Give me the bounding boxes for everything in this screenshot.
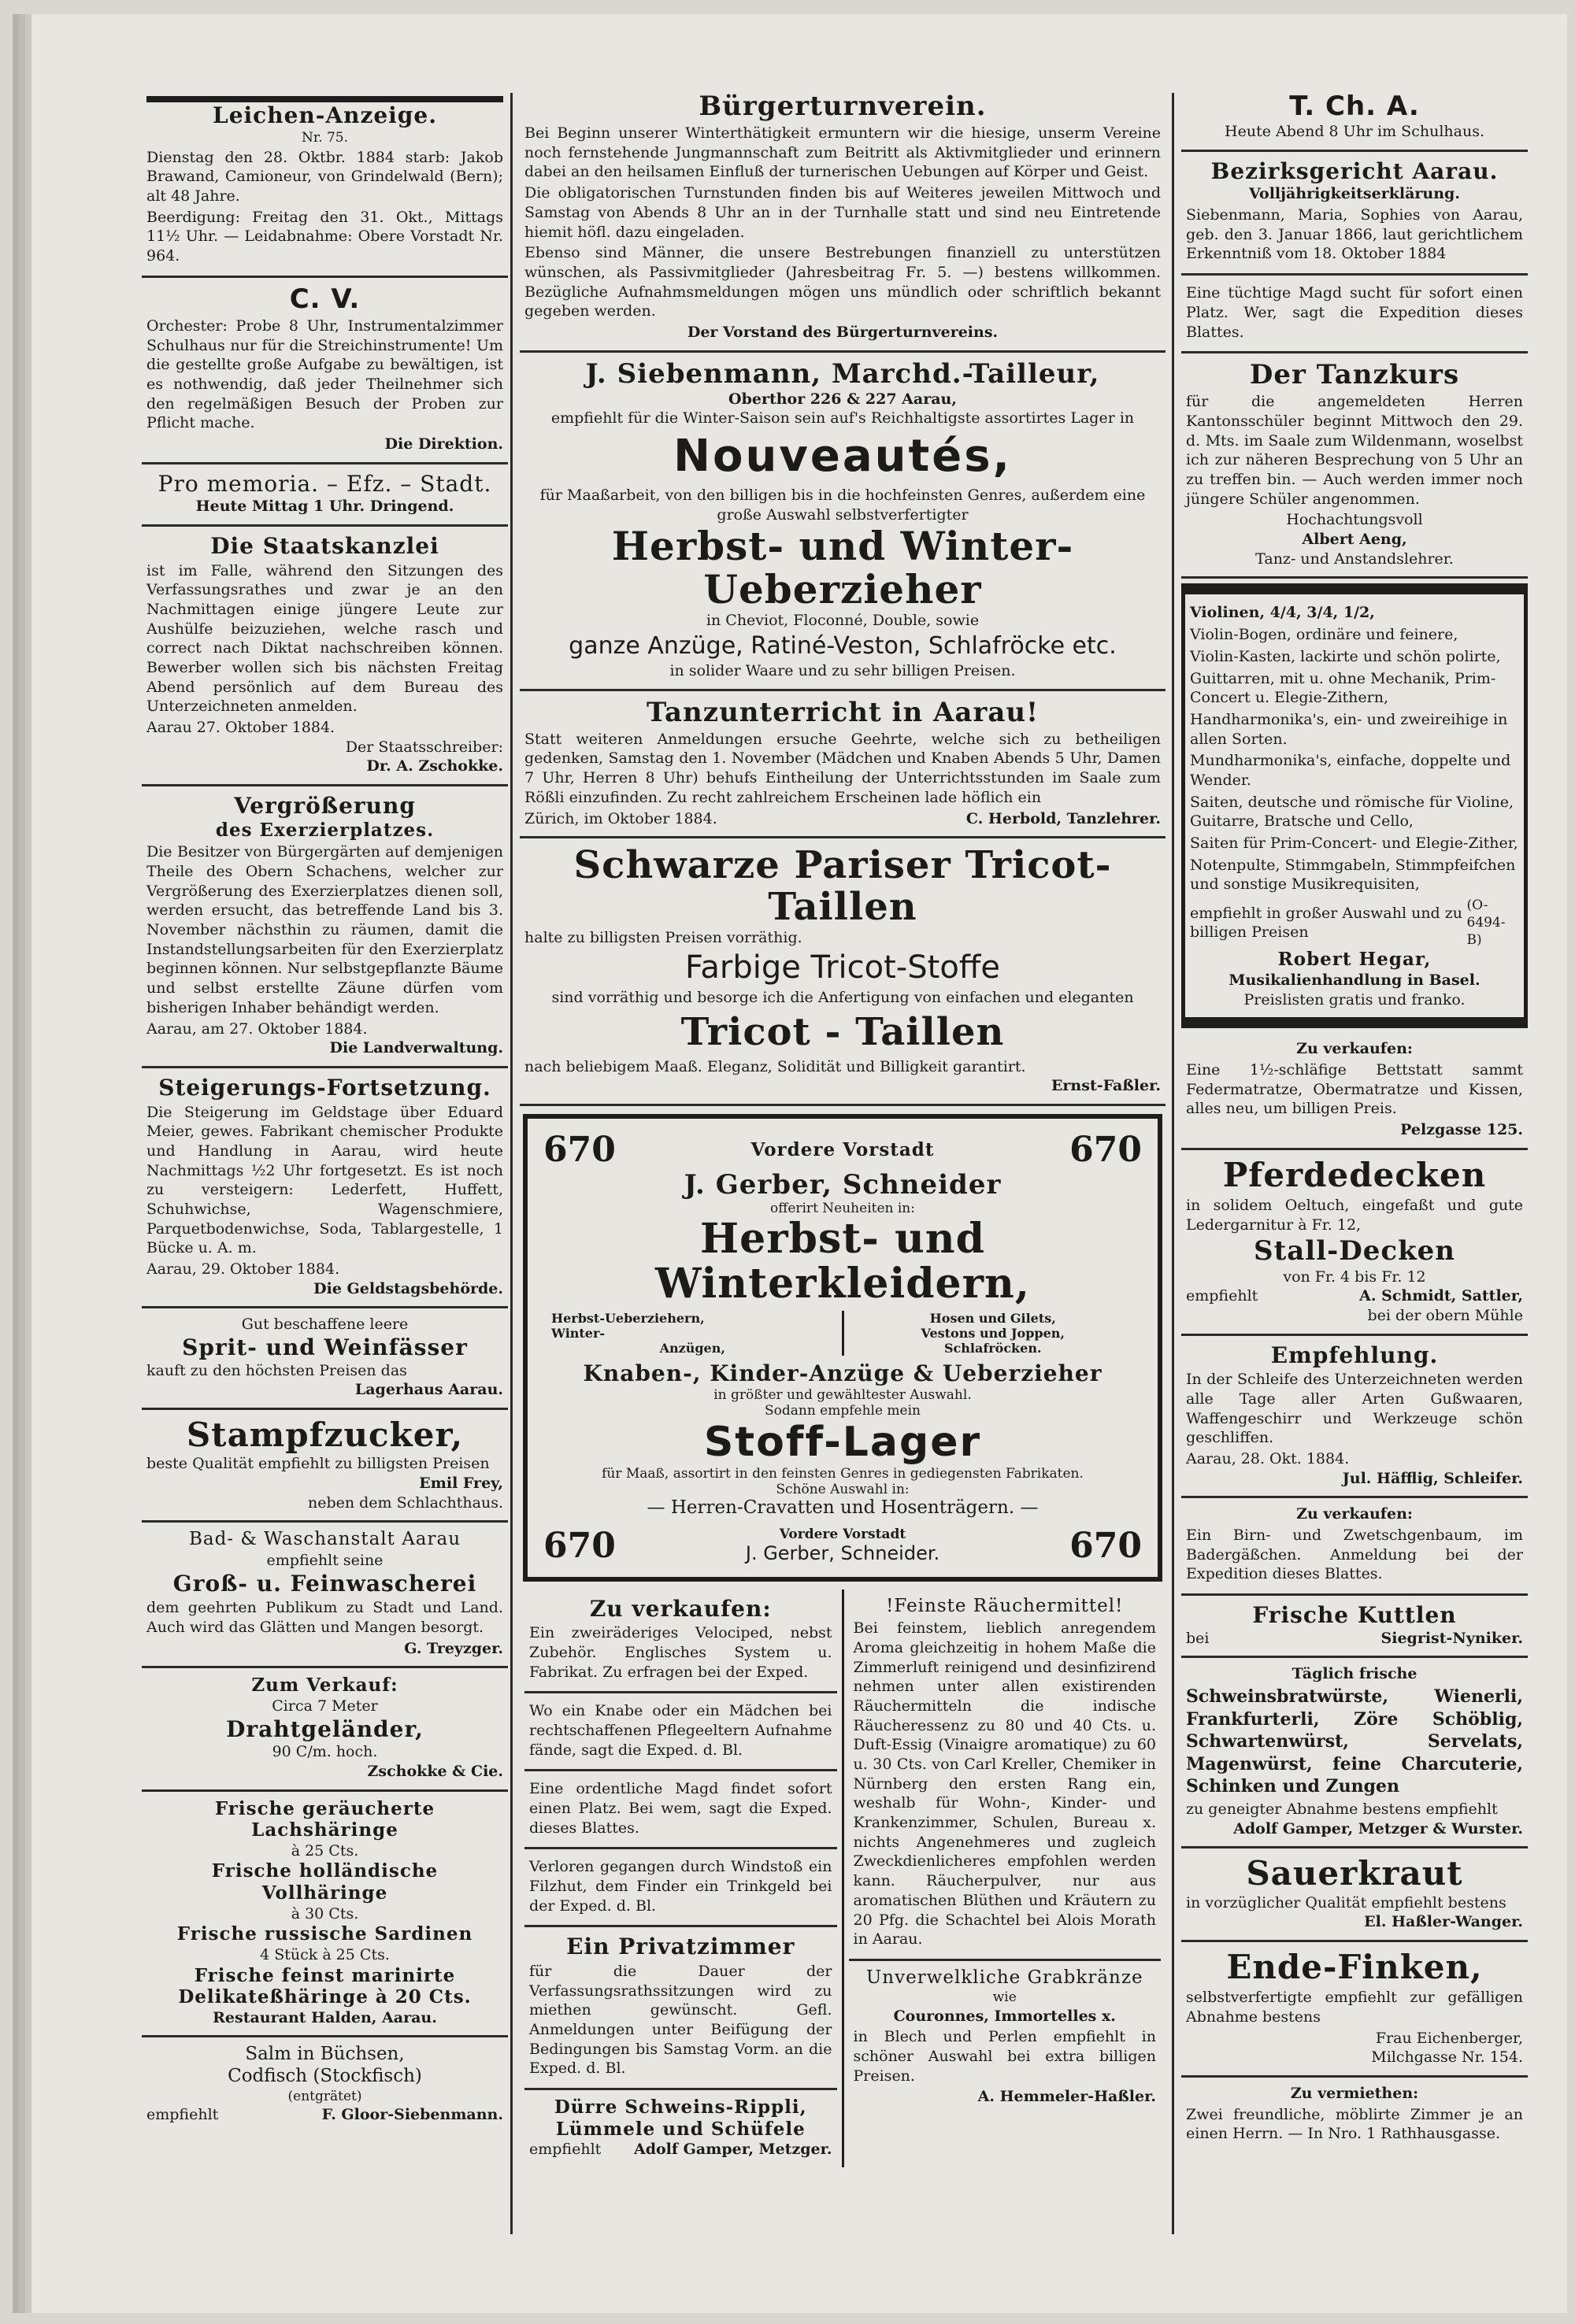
column-rule: [1172, 93, 1174, 2234]
ad-text: Die obligatorischen Turnstunden finden bis auf Weiteres jeweilen Mittwoch und Samstag von Abends 8 Uhr an in der Turnhalle statt und sind neu Eintretende hiemit höfl. dazu eingeladen.: [524, 184, 1161, 241]
ad-text: Sodann empfehle mein: [764, 1403, 921, 1419]
ad-text: selbstverfertigte empfiehlt zur gefälligen Abnahme bestens: [1186, 1989, 1523, 2026]
finken-ad: [1181, 1942, 1528, 2078]
ad-title: !Feinste Räuchermittel!: [886, 1595, 1124, 1616]
ad-detail: 90 C/m. hoch.: [272, 1743, 378, 1761]
ad-text: in solidem Oeltuch, eingefaßt und gute Ledergarnitur à Fr. 12,: [1186, 1197, 1523, 1234]
staatskanzlei-ad: [142, 527, 508, 786]
ad-title: Steigerungs-Fortsetzung.: [158, 1074, 491, 1101]
ad-signature: Die Direktion.: [384, 435, 503, 453]
ad-signature: Emil Frey,: [419, 1475, 503, 1493]
ad-subtitle: Groß- u. Feinwascherei: [172, 1570, 477, 1597]
music-item: Handharmonika's, ein- und zweireihige in allen Sorten.: [1190, 710, 1508, 748]
ad-text: ist im Falle, während den Sitzungen des Verfassungsrathes und zwar je an den Nachmittagen einige jüngere Leute zur Aushülfe beizuziehen, welche rasch und correct nach Diktat nachschreiben können. Bewerber wollen sich bis nächsten Freitag Abend persönlich auf dem Bureau des Unterzeichneten anmelden.: [146, 561, 503, 716]
ad-text: Schöne Auswahl in:: [776, 1482, 910, 1497]
pflegeeltern-ad: [524, 1693, 837, 1771]
tcha-ad: [1181, 85, 1528, 152]
ad-title: Der Tanzkurs: [1249, 359, 1460, 391]
filzhut-ad: [524, 1849, 837, 1927]
ad-signature: J. Gerber, Schneider.: [745, 1542, 940, 1565]
buergerturnverein-ad: [520, 85, 1166, 353]
tanzunterricht-ad: [520, 691, 1166, 839]
ad-text: in solider Waare und zu sehr billigen Preisen.: [669, 661, 1016, 679]
ad-role: Musikalienhandlung in Basel.: [1228, 971, 1480, 989]
fish-price: à 30 Cts.: [291, 1904, 359, 1922]
ad-items: Schweinsbratwürste, Wienerli, Frankfurterli, Zöre Schöblig, Schwartenwürst, Servelats, Magenwürst, feine Charcuterie, Schinken und Zungen: [1186, 1686, 1523, 1797]
ad-title: Zu verkaufen:: [1296, 1505, 1413, 1523]
ad-signature: Jul. Häfflig, Schleifer.: [1342, 1469, 1523, 1487]
ad-text: Die Steigerung im Geldstage über Eduard Meier, gewes. Fabrikant chemischer Produkte und Handlung in Aarau, wird heute Nachmittags ½2 Uhr fortgesetzt. Es ist noch zu versteigern: Lederfett, Huffett, Schuhwichse, Wagenschmiere, Parquetbodenwichse, Soda, Tablargestelle, 1 Bücke u. A. m.: [146, 1103, 503, 1257]
vergroesserung-ad: [142, 786, 508, 1068]
ad-text: Statt weiteren Anmeldungen ersuche Geehrte, welche sich zu betheiligen gedenken, Samstag den 1. November (Mädchen und Knaben Abends 5 Uhr, Damen 7 Uhr, Herren 8 Uhr) behufs Eintheilung der Unterrichtsstunden im Saale zum Rößli einzufinden. Zu recht zahlreichem Erscheinen lade höflich ein: [524, 730, 1161, 806]
bezirksgericht-ad: [1181, 152, 1528, 276]
ad-text: für die Dauer der Verfassungsrathssitzungen wird zu miethen gewünscht. Gefl. Anmeldungen unter Beifügung der Bedingungen bis Samstag Vorm. an die Exped. d. Bl.: [529, 1963, 832, 2078]
ad-item: Winter-: [551, 1326, 606, 1341]
ad-subtitle: Stall-Decken: [1254, 1235, 1455, 1267]
ad-text: halte zu billigsten Preisen vorräthig.: [524, 928, 802, 946]
velociped-ad: [524, 1589, 837, 1694]
pferdedecken-ad: [1181, 1150, 1528, 1336]
ad-title: Sauerkraut: [1246, 1854, 1463, 1893]
ad-text: für die angemeldeten Herren Kantonsschüler beginnt Mittwoch den 29. d. Mts. im Saale zum Wildenmann, woselbst ich zur näheren Besprechung von 5 Uhr an zu treffen bin. — Auch werden immer noch jüngere Schüler angenommen.: [1186, 393, 1523, 508]
ad-text: Heute Mittag 1 Uhr. Dringend.: [195, 498, 454, 516]
ad-role: Tanz- und Anstandslehrer.: [1255, 550, 1454, 568]
ad-signature-line: Milchgasse Nr. 154.: [1371, 2048, 1523, 2067]
stoff-lager-heading: Stoff-Lager: [703, 1419, 982, 1466]
music-item: Violin-Bogen, ordinäre und feinere,: [1190, 626, 1458, 644]
bettstatt-ad: [1181, 1033, 1528, 1149]
wurst-ad: [1181, 1658, 1528, 1848]
fish-price: à 25 Cts.: [291, 1841, 359, 1860]
newspaper-page: [32, 14, 1567, 2313]
ad-text: in vorzüglicher Qualität empfiehlt bestens: [1186, 1893, 1506, 1911]
gerber-ad: [523, 1114, 1162, 1582]
steigerung-ad: [142, 1068, 508, 1308]
ad-text: nach beliebigem Maaß. Eleganz, Solidität und Billigkeit garantirt.: [524, 1057, 1026, 1075]
ad-title: Sprit- und Weinfässer: [182, 1334, 468, 1361]
nouveautes-heading: Nouveautés,: [673, 431, 1012, 483]
ad-text: Siebenmann, Maria, Sophies von Aarau, geb. den 3. Januar 1866, laut gerichtlichem Erkenntniß vom 18. Oktober 1884: [1186, 206, 1523, 263]
ad-signature: Dr. A. Zschokke.: [366, 757, 503, 775]
ad-items: — Herren-Cravatten und Hosenträgern. —: [647, 1497, 1039, 1518]
ad-title: Pferdedecken: [1222, 1155, 1487, 1194]
ad-items: Couronnes, Immortelles x.: [893, 2007, 1116, 2025]
ad-title: Pro memoria. – Efz. – Stadt.: [158, 470, 492, 497]
ad-text: sind vorräthig und besorge ich die Anfertigung von einfachen und eleganten: [551, 989, 1134, 1007]
ad-subtitle: Volljährigkeitserklärung.: [1249, 185, 1460, 203]
ad-text: kauft zu den höchsten Preisen das: [146, 1361, 407, 1379]
ad-heading: Herbst- und Winterkleidern,: [655, 1215, 1030, 1308]
ad-text: In der Schleife des Unterzeichneten werden alle Tage aller Arten Gußwaaren, Waffengeschirr und Werkzeuge schön geschliffen.: [1186, 1371, 1523, 1447]
ad-title: Ende-Finken,: [1226, 1948, 1483, 1987]
ad-title: Tanzunterricht in Aarau!: [646, 696, 1040, 728]
waschanstalt-ad: [142, 1523, 508, 1668]
ad-lead: bei: [1186, 1629, 1210, 1647]
ad-item: Vestons und Joppen,: [921, 1326, 1065, 1341]
middle-bottom-left: [520, 1589, 842, 2167]
ad-title: Codfisch (Stockfisch): [228, 2066, 422, 2087]
ad-title: Salm in Büchsen,: [245, 2044, 405, 2065]
house-number: 670: [543, 1129, 616, 1170]
fish-item: Frische geräucherte Lachshäringe: [214, 1797, 435, 1841]
ad-title: T. Ch. A.: [1289, 91, 1420, 122]
tanzkurs-ad: [1181, 353, 1528, 579]
magd-sucht-ad: [1181, 276, 1528, 353]
ad-signature: A. Hemmeler-Haßler.: [977, 2088, 1156, 2106]
sauerkraut-ad: [1181, 1848, 1528, 1942]
ad-text: Wo ein Knabe oder ein Mädchen bei rechtschaffenen Pflegeeltern Aufnahme fände, sagt die Exped. d. Bl.: [529, 1702, 832, 1759]
ad-title: Die Staatskanzlei: [210, 533, 439, 559]
ad-intro: empfiehlt seine: [266, 1551, 384, 1569]
ad-text: empfiehlt für die Winter-Saison sein auf's Reichhaltigste assortirtes Lager in: [550, 409, 1135, 427]
ad-text: Bei Beginn unserer Winterthätigkeit ermuntern wir die hiesige, unserm Vereine noch fernstehende Jungmannschaft zum Beitritt als Aktivmitglieder und erinnern dabei an den heilsamen Einfluß der turnerischen Uebungen auf Körper und Geist.: [524, 124, 1161, 181]
ad-title: Zu verkaufen:: [1296, 1040, 1413, 1058]
music-item: Mundharmonika's, einfache, doppelte und Wender.: [1190, 752, 1511, 789]
ad-title: Stampfzucker,: [186, 1415, 464, 1455]
ad-title: Schwarze Pariser Tricot-Taillen: [573, 843, 1112, 929]
ad-signature: Ernst-Faßler.: [1051, 1077, 1161, 1095]
ad-lead: empfiehlt: [529, 2141, 602, 2159]
ad-title: C. V.: [289, 283, 361, 315]
ad-code: (O-6494-B): [1466, 897, 1506, 949]
ad-title: Zum Verkauf:: [251, 1675, 398, 1697]
ad-signature: Robert Hegar,: [1277, 949, 1432, 971]
ad-lead: empfiehlt: [1186, 1287, 1258, 1305]
ad-signature: El. Haßler-Wanger.: [1364, 1913, 1523, 1931]
ad-signature: Frau Eichenberger,: [1375, 2029, 1523, 2047]
ad-greeting: Hochachtungsvoll: [1286, 511, 1423, 529]
ad-text: in größter und gewähltester Auswahl.: [713, 1387, 972, 1403]
ad-title: Unverwelkliche Grabkränze: [865, 1967, 1143, 1988]
ad-text: empfiehlt in großer Auswahl und zu billigen Preisen: [1190, 904, 1462, 942]
ad-item: Herbst-Ueberziehern,: [551, 1311, 705, 1327]
ad-signature: Siegrist-Nyniker.: [1380, 1629, 1523, 1647]
ad-number: Nr. 75.: [302, 129, 348, 146]
ad-text: Eine ordentliche Magd findet sofort einen Platz. Bei wem, sagt die Exped. dieses Blattes.: [529, 1780, 832, 1837]
rippli-ad: [524, 2090, 837, 2167]
ad-title: Zu vermiethen:: [1290, 2085, 1419, 2103]
ad-place: Aarau 27. Oktober 1884.: [146, 719, 335, 737]
ad-signature: F. Gloor-Siebenmann.: [321, 2105, 503, 2123]
music-item: Notenpulte, Stimmgabeln, Stimmpfeifchen und sonstige Musikrequisiten,: [1190, 856, 1516, 894]
ad-signature: C. Herbold, Tanzlehrer.: [965, 809, 1161, 827]
ad-title: Bad- & Waschanstalt Aarau: [188, 1529, 461, 1550]
ad-signature-line: neben dem Schlachthaus.: [307, 1493, 503, 1512]
fish-price: 4 Stück à 25 Cts.: [260, 1945, 390, 1963]
middle-bottom-split: [520, 1589, 1166, 2167]
ad-subtitle: Farbige Tricot-Stoffe: [685, 949, 1000, 986]
stampfzucker-ad: [142, 1410, 508, 1523]
ad-place: Aarau, am 27. Oktober 1884.: [146, 1020, 368, 1038]
ad-text: für Maaßarbeit, von den billigen bis in die hochfeinsten Genres, außerdem eine große Auswahl selbstverfertigter: [539, 486, 1146, 524]
ad-signature: G. Treyzger.: [404, 1639, 503, 1657]
ad-signature: Lagerhaus Aarau.: [354, 1381, 503, 1399]
ad-signature: Restaurant Halden, Aarau.: [213, 2008, 437, 2026]
fish-item: Frische feinst marinirte Delikateßhäringe à 20 Cts.: [178, 1964, 472, 2008]
magd-ad: [524, 1771, 837, 1849]
ad-signature: Albert Aeng,: [1302, 531, 1407, 549]
siebenmann-ad: [520, 353, 1166, 691]
ad-title: J. Siebenmann, Marchd.-Tailleur,: [585, 357, 1100, 390]
tricot-ad: [520, 838, 1166, 1106]
ad-text: zu geneigter Abnahme bestens empfiehlt: [1186, 1800, 1498, 1819]
raeuchermittel-ad: [849, 1589, 1162, 1961]
ad-text: beste Qualität empfiehlt zu billigsten Preisen: [146, 1455, 490, 1473]
house-number: 670: [1069, 1525, 1142, 1566]
ad-signature: Adolf Gamper, Metzger & Wurster.: [1233, 1819, 1523, 1837]
pro-memoria-ad: [142, 464, 508, 527]
sprit-ad: [142, 1308, 508, 1410]
music-item: Saiten, deutsche und römische für Violine, Guitarre, Bratsche und Cello,: [1190, 793, 1514, 831]
ad-signature: Adolf Gamper, Metzger.: [633, 2141, 832, 2159]
grabkraenze-ad: [849, 1961, 1162, 2115]
salm-ad: [142, 2037, 508, 2132]
ad-title: Dürre Schweins-Rippli, Lümmele und Schüfele: [554, 2096, 807, 2140]
ad-signature: Zschokke & Cie.: [367, 1762, 503, 1780]
ad-street: Vordere Vorstadt: [779, 1527, 906, 1543]
ad-signature: Die Geldstagsbehörde.: [313, 1279, 503, 1297]
ad-signature-line: bei der obern Mühle: [1367, 1306, 1523, 1324]
ad-title: Vergrößerung: [234, 793, 416, 820]
ad-title: Bürgerturnverein.: [699, 91, 987, 122]
ad-place: Aarau, 29. Oktober 1884.: [146, 1260, 340, 1278]
music-item: Saiten für Prim-Concert- und Elegie-Zither,: [1190, 834, 1518, 853]
ad-item: Drahtgeländer,: [226, 1715, 424, 1742]
baum-ad: [1181, 1498, 1528, 1596]
middle-bottom-right: [842, 1589, 1166, 2167]
ad-text: Eine 1½-schläfige Bettstatt sammt Federmatratze, Obermatratze und Kissen, alles neu, um billigen Preis.: [1186, 1061, 1523, 1118]
ueberzieher-heading: Herbst- und Winter-Ueberzieher: [611, 523, 1074, 613]
ad-title: Zu verkaufen:: [589, 1595, 772, 1622]
ad-signature: A. Schmidt, Sattler,: [1359, 1287, 1523, 1305]
kuttlen-ad: [1181, 1596, 1528, 1658]
empfehlung-ad: [1181, 1336, 1528, 1499]
ad-role: Der Staatsschreiber:: [345, 738, 503, 756]
ad-place: Aarau, 28. Okt. 1884.: [1186, 1449, 1350, 1467]
ad-title: Bezirksgericht Aarau.: [1210, 157, 1499, 184]
ad-text: Verloren gegangen durch Windstoß ein Filzhut, dem Finder ein Trinkgeld bei der Exped. d. Bl.: [529, 1858, 832, 1915]
ad-intro: Circa 7 Meter: [272, 1697, 378, 1715]
ad-text: Preislisten gratis und franko.: [1243, 990, 1466, 1008]
ad-lead: empfiehlt: [146, 2105, 219, 2123]
ad-subtitle: Tricot - Taillen: [680, 1010, 1005, 1055]
ad-intro: Täglich frische: [1292, 1665, 1418, 1683]
ad-detail: (entgrätet): [287, 2088, 362, 2104]
ad-title: Ein Privatzimmer: [566, 1934, 795, 1960]
ad-text: Heute Abend 8 Uhr im Schulhaus.: [1225, 123, 1484, 141]
ad-text: dem geehrten Publikum zu Stadt und Land. Auch wird das Glätten und Mangen besorgt.: [146, 1599, 503, 1636]
ad-text: Bei feinstem, lieblich anregendem Aroma gleichzeitig in hohem Maße die Zimmerluft reinigend und desinfizirend nehmen unter allen existirenden Räuchermitteln die indische Räucheressenz zu 80 und 40 Cts. u. Duft-Essig (Vinaigre aromatique) zu 60 u. 30 Cts. von Carl Kreller, Chemiker in Nürnberg den ersten Rang ein, weshalb für Wohn-, Kinder- und Krankenzimmer, Schulen, Bureau x. nichts Angenehmeres und zugleich Zweckdienlicheres empfohlen werden kann. Räucherpulver, nur aus aromatischen Blüthen und Kräutern zu 20 Pfg. die Schachtel bei Alois Morath in Aarau.: [853, 1619, 1156, 1948]
fische-ad: [142, 1792, 508, 2038]
music-item: Violin-Kasten, lackirte und schön polirte,: [1190, 647, 1501, 665]
ad-title: J. Gerber, Schneider: [684, 1168, 1002, 1201]
ad-text: Ein zweiräderiges Velociped, nebst Zubehör. Englisches System u. Fabrikat. Zu erfragen bei der Exped.: [529, 1624, 832, 1681]
ad-item: Schlafröcken.: [943, 1341, 1042, 1356]
ad-item: Hosen und Gilets,: [929, 1311, 1056, 1327]
ad-signature: Der Vorstand des Bürgerturnvereins.: [687, 323, 999, 341]
ad-text: wie: [992, 1989, 1017, 2006]
ad-text: Zwei freundliche, möblirte Zimmer je an einen Herrn. — In Nro. 1 Rathhausgasse.: [1186, 2105, 1523, 2143]
ad-text: Die Besitzer von Bürgergärten auf demjenigen Theile des Obern Schachens, welcher zur Vergrößerung des Exerzierplatzes dienen soll, werden ersucht, das betreffende Land bis 3. November nächsthin zu räumen, damit die Instandstellungsarbeiten für den Exerzierplatz beginnen können. Nur selbstgepflanzte Bäume und selbst erstellte Zäune dürfen vom bisherigen Inhaber behändigt werden.: [146, 843, 503, 1016]
ad-title: Leichen-Anzeige.: [213, 102, 437, 128]
ad-item: Anzügen,: [659, 1341, 725, 1356]
ad-text: in Blech und Perlen empfiehlt in schöner Auswahl bei extra billigen Preisen.: [853, 2028, 1156, 2085]
ad-signature: Pelzgasse 125.: [1400, 1121, 1523, 1139]
middle-column: [520, 85, 1166, 2242]
ad-signature: Die Landverwaltung.: [329, 1039, 503, 1057]
cv-ad: [142, 278, 508, 464]
right-column: [1181, 85, 1528, 2242]
ad-title: Empfehlung.: [1270, 1341, 1439, 1368]
ad-price: von Fr. 4 bis Fr. 12: [1283, 1267, 1426, 1286]
house-number: 670: [1069, 1129, 1142, 1170]
vermiethen-ad: [1181, 2078, 1528, 2153]
house-number: 670: [543, 1525, 616, 1566]
ad-text: Orchester: Probe 8 Uhr, Instrumentalzimmer Schulhaus nur für die Streichinstrumente! Um die gestellte große Aufgabe zu bewältigen, ist es nothwendig, daß jeder Theilnehmer sich den regelmäßigen Besuch der Proben zur Pflicht mache.: [146, 316, 503, 432]
musikalien-ad: [1181, 583, 1528, 1028]
ad-text: Eine tüchtige Magd sucht für sofort einen Platz. Wer, sagt die Expedition dieses Blattes.: [1186, 284, 1523, 341]
ad-title: Frische Kuttlen: [1252, 1602, 1457, 1629]
ad-address: Oberthor 226 & 227 Aarau,: [728, 390, 957, 408]
ad-text: für Maaß, assortirt in den feinsten Genres in gediegensten Fabrikaten.: [602, 1466, 1084, 1482]
ad-text: Ein Birn- und Zwetschgenbaum, im Badergäßchen. Anmeldung bei der Expedition dieses Blattes.: [1186, 1527, 1523, 1583]
ad-street: Vordere Vorstadt: [750, 1138, 935, 1160]
left-column: [142, 85, 508, 2242]
ad-intro: Gut beschaffene leere: [241, 1316, 409, 1334]
music-item: Guittarren, mit u. ohne Mechanik, Prim-Concert u. Elegie-Zithern,: [1190, 669, 1496, 707]
column-rule: [510, 93, 513, 2234]
privatzimmer-ad: [524, 1927, 837, 2090]
ad-text: Ebenso sind Männer, die unsere Bestrebungen finanziell zu unterstützen wünschen, als Passivmitglieder (Jahresbeitrag Fr. 5. —) bestens willkommen. Bezügliche Aufnahmsmeldungen mögen uns mündlich oder schriftlich bekannt gegeben werden.: [524, 244, 1161, 320]
ad-subtitle: Knaben-, Kinder-Anzüge & Ueberzieher: [583, 1360, 1102, 1387]
ad-text: offerirt Neuheiten in:: [770, 1201, 915, 1217]
leichen-anzeige: [142, 85, 508, 278]
ad-text: Dienstag den 28. Oktbr. 1884 starb: Jakob Brawand, Camioneur, von Grindelwald (Bern); alt 48 Jahre.: [146, 148, 503, 205]
drahtgelaender-ad: [142, 1668, 508, 1791]
ad-text: in Cheviot, Floconné, Double, sowie: [706, 612, 980, 630]
fish-item: Frische russische Sardinen: [176, 1923, 473, 1945]
fish-item: Frische holländische Vollhäringe: [211, 1860, 439, 1904]
ad-text: Beerdigung: Freitag den 31. Okt., Mittags 11½ Uhr. — Leidabnahme: Obere Vorstadt Nr. 964.: [146, 208, 503, 265]
ad-items: ganze Anzüge, Ratiné-Veston, Schlafröcke etc.: [569, 631, 1117, 660]
ad-subtitle: des Exerzierplatzes.: [215, 819, 435, 841]
ad-place: Zürich, im Oktober 1884.: [524, 809, 717, 827]
music-item: Violinen, 4/4, 3/4, 1/2,: [1190, 604, 1375, 622]
